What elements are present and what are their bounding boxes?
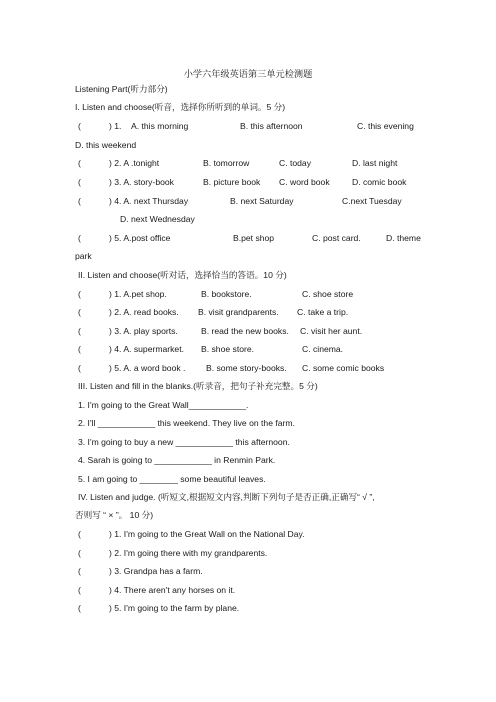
answer-paren: ( [78, 233, 81, 243]
option-c: C. shoe store [302, 289, 354, 299]
judge-text: ) 4. There aren't any horses on it. [109, 585, 236, 595]
option-d: D. last night [352, 158, 398, 168]
option-b: B. next Saturday [230, 196, 294, 206]
option-d: D. next Wednesday [120, 214, 195, 224]
part-heading: Listening Part(听力部分) [75, 84, 168, 94]
answer-paren: ( [78, 307, 81, 317]
option-a: A. this morning [131, 121, 189, 131]
judge-text: ) 1. I'm going to the Great Wall on the National Day. [109, 529, 305, 539]
question-text: ) 2. A .tonight [109, 158, 160, 168]
answer-paren: ( [78, 548, 81, 558]
answer-paren: ( [78, 326, 81, 336]
option-c: C. this evening [357, 121, 414, 131]
section4-heading-cont: 否则写 “ × ”。 10 分) [75, 510, 154, 520]
section4-heading: IV. Listen and judge. (听短文,根据短文内容,判断下列句子是否正确,正确写“ √ ”, [78, 492, 375, 502]
question-text: ) 1. A.pet shop. [109, 289, 167, 299]
option-b: B. shoe store. [201, 344, 255, 354]
answer-paren: ( [78, 289, 81, 299]
option-c: C. cinema. [302, 344, 344, 354]
option-d: D. this weekend [75, 140, 137, 150]
answer-paren: ( [78, 585, 81, 595]
section2-heading: II. Listen and choose(听对话，选择恰当的答语。10 分) [78, 270, 287, 280]
answer-paren: ( [78, 344, 81, 354]
fill-blank-item: 4. Sarah is going to ____________ in Renmin Park. [78, 455, 276, 465]
question-text: ) 5. A. a word book . [109, 363, 186, 373]
option-b: B. this afternoon [240, 121, 303, 131]
question-number: ) 1. [109, 121, 122, 131]
option-c: C. visit her aunt. [300, 326, 363, 336]
question-text: ) 4. A. supermarket. [109, 344, 184, 354]
option-d: D. comic book [352, 177, 407, 187]
question-text: ) 5. A.post office [109, 233, 171, 243]
option-b: B. some story-books. [206, 363, 287, 373]
fill-blank-item: 3. I'm going to buy a new ____________ this afternoon. [78, 437, 290, 447]
option-b: B. tomorrow [203, 158, 250, 168]
option-c: C. today [279, 158, 312, 168]
answer-paren: ( [78, 158, 81, 168]
question-text: ) 2. A. read books. [109, 307, 179, 317]
answer-paren: ( [78, 603, 81, 613]
option-b: B. visit grandparents. [198, 307, 279, 317]
option-c: C. some comic books [302, 363, 385, 373]
judge-text: ) 3. Grandpa has a farm. [109, 566, 203, 576]
fill-blank-item: 2. I'll ____________ this weekend. They live on the farm. [78, 418, 295, 428]
option-c: C. word book [279, 177, 330, 187]
question-text: ) 3. A. story-book [109, 177, 174, 187]
answer-paren: ( [78, 529, 81, 539]
option-b: B.pet shop [233, 233, 275, 243]
answer-paren: ( [78, 177, 81, 187]
judge-text: ) 5. I'm going to the farm by plane. [109, 603, 240, 613]
page-title: 小学六年级英语第三单元检测题 [183, 69, 313, 80]
option-c: C. take a trip. [297, 307, 349, 317]
judge-text: ) 2. I'm going there with my grandparents. [109, 548, 268, 558]
option-d: D. theme [386, 233, 421, 243]
option-d-continued: park [75, 251, 92, 261]
answer-paren: ( [78, 566, 81, 576]
answer-paren: ( [78, 363, 81, 373]
option-c: C.next Tuesday [342, 196, 402, 206]
section1-heading: I. Listen and choose(听音，选择你所听到的单词。5 分) [75, 102, 286, 112]
question-text: ) 3. A. play sports. [109, 326, 178, 336]
fill-blank-item: 1. I'm going to the Great Wall____________. [78, 400, 249, 410]
option-b: B. picture book [203, 177, 261, 187]
option-b: B. bookstore. [201, 289, 252, 299]
answer-paren: ( [78, 121, 81, 131]
option-c: C. post card. [312, 233, 361, 243]
section3-heading: III. Listen and fill in the blanks.(听录音，把句子补充完整。5 分) [78, 381, 318, 391]
fill-blank-item: 5. I am going to ________ some beautiful leaves. [78, 474, 266, 484]
answer-paren: ( [78, 196, 81, 206]
option-b: B. read the new books. [201, 326, 289, 336]
question-text: ) 4. A. next Thursday [109, 196, 189, 206]
